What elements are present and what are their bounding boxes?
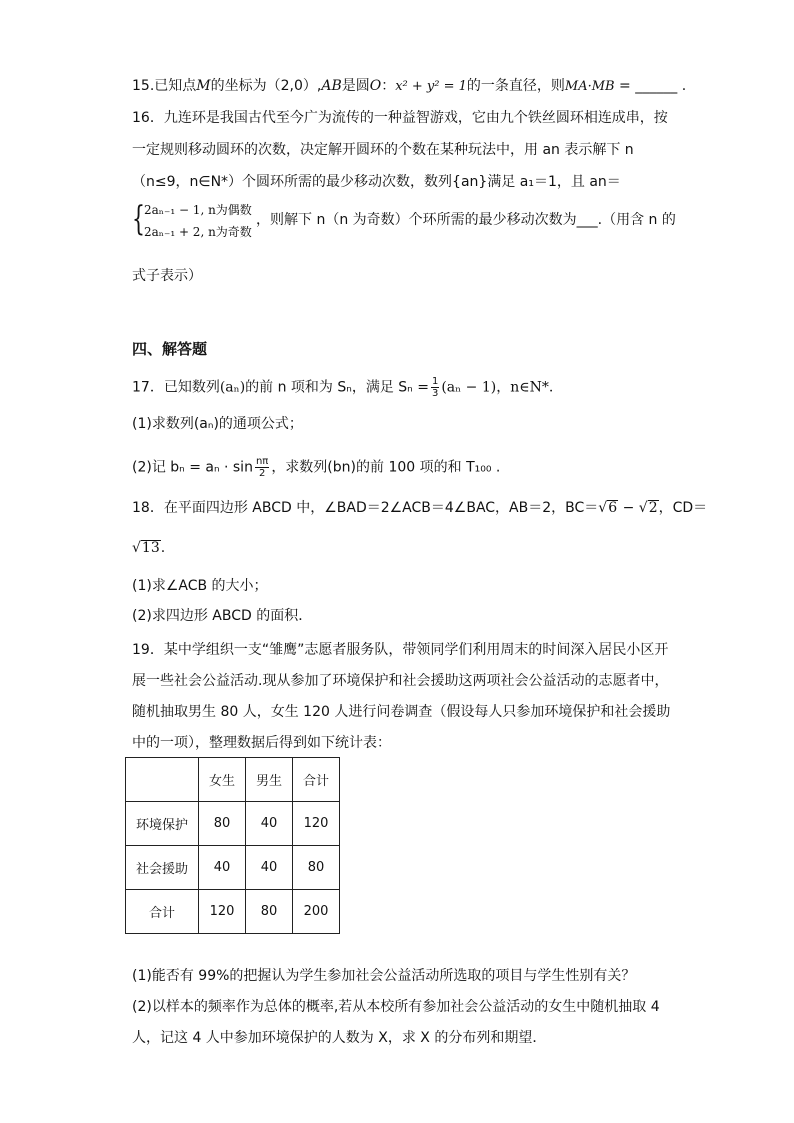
question-19-part-1: (1)能否有 99%的把握认为学生参加社会公益活动所选取的项目与学生性别有关？: [132, 968, 636, 984]
question-18-cont: √13.: [132, 540, 166, 556]
question-16-line-3: （n≤9，n∈N*）个圆环所需的最少移动次数，数列{an}满足 a₁＝1，且 an＝: [132, 174, 621, 190]
case-odd: 2aₙ₋₁ + 2, n为奇数: [144, 225, 252, 239]
question-18: 18．在平面四边形 ABCD 中，∠BAD＝2∠ACB＝4∠BAC，AB＝2，BC＝√6 − √2，CD＝: [132, 500, 708, 516]
table-header-cell: 合计: [293, 758, 340, 802]
table-cell: 40: [246, 846, 293, 890]
question-19-line-4: 中的一项），整理数据后得到如下统计表：: [132, 735, 391, 751]
table-cell: 80: [246, 890, 293, 934]
table-header-cell: 男生: [246, 758, 293, 802]
left-brace: {: [132, 199, 145, 239]
vector-product: MA·MB: [564, 79, 615, 94]
question-18-part-1: (1)求∠ACB 的大小；: [132, 578, 268, 594]
fraction-npi-over-2: $\frac{n\pi}{2}$: [255, 456, 269, 479]
section-title: 四、解答题: [132, 340, 208, 358]
table-cell: 120: [293, 802, 340, 846]
table-cell: 80: [199, 802, 246, 846]
table-cell: 40: [199, 846, 246, 890]
table-header-cell: 女生: [199, 758, 246, 802]
table-cell: 合计: [126, 890, 199, 934]
question-19-line-1: 19．某中学组织一支“雏鹰”志愿者服务队，带领同学们利用周末的时间深入居民小区开: [132, 642, 669, 658]
question-16-line-2: 一定规则移动圆环的次数，决定解开圆环的个数在某种玩法中，用 an 表示解下 n: [132, 142, 634, 158]
table-cell: 200: [293, 890, 340, 934]
question-19-part-2-line-2: 人，记这 4 人中参加环境保护的人数为 X，求 X 的分布列和期望．: [132, 1030, 547, 1046]
question-16-line-4: ，则解下 n（n 为奇数）个环所需的最少移动次数为___.（用含 n 的: [256, 212, 676, 228]
table-cell: 80: [293, 846, 340, 890]
statistics-table: [125, 757, 340, 934]
question-17-part-2: (2)记 bₙ = aₙ · sin $\frac{n\pi}{2}$ ，求数列(bn)的前 100 项的和 T₁₀₀ .: [132, 456, 501, 479]
table-cell: 40: [246, 802, 293, 846]
table-cell: 社会援助: [126, 846, 199, 890]
question-18-part-2: (2)求四边形 ABCD 的面积．: [132, 608, 313, 624]
question-17: 17．已知数列(aₙ)的前 n 项和为 Sₙ，满足 Sₙ = $\frac{1}{3}$ (aₙ − 1)，n∈N*.: [132, 376, 554, 399]
table-row: [126, 846, 340, 890]
table-cell: 环境保护: [126, 802, 199, 846]
fraction-one-third: $\frac{1}{3}$: [431, 376, 439, 399]
question-16-line-5: 式子表示）: [132, 268, 202, 284]
table-header-row: [126, 758, 340, 802]
case-even: 2aₙ₋₁ − 1, n为偶数: [144, 203, 252, 217]
table-header-cell: [126, 758, 199, 802]
question-16-line-1: 16．九连环是我国古代至今广为流传的一种益智游戏，它由九个铁丝圆环相连成串，按: [132, 110, 668, 126]
table-row: [126, 890, 340, 934]
question-19-part-2-line-1: (2)以样本的频率作为总体的概率,若从本校所有参加社会公益活动的女生中随机抽取 4: [132, 999, 660, 1015]
piecewise-definition: [132, 198, 732, 246]
answer-blank: = ______ .: [614, 78, 687, 94]
question-17-part-1: (1)求数列(aₙ)的通项公式；: [132, 416, 303, 432]
table-row: [126, 802, 340, 846]
question-19-line-3: 随机抽取男生 80 人，女生 120 人进行问卷调查（假设每人只参加环境保护和社会援助: [132, 704, 671, 720]
question-19-line-2: 展一些社会公益活动.现从参加了环境保护和社会援助这两项社会公益活动的志愿者中，: [132, 673, 669, 689]
table-cell: 120: [199, 890, 246, 934]
question-15: 15.已知点M的坐标为（2,0）,AB是圆O：x² + y² = 1的一条直径，则MA·MB = ______ .: [132, 78, 687, 94]
